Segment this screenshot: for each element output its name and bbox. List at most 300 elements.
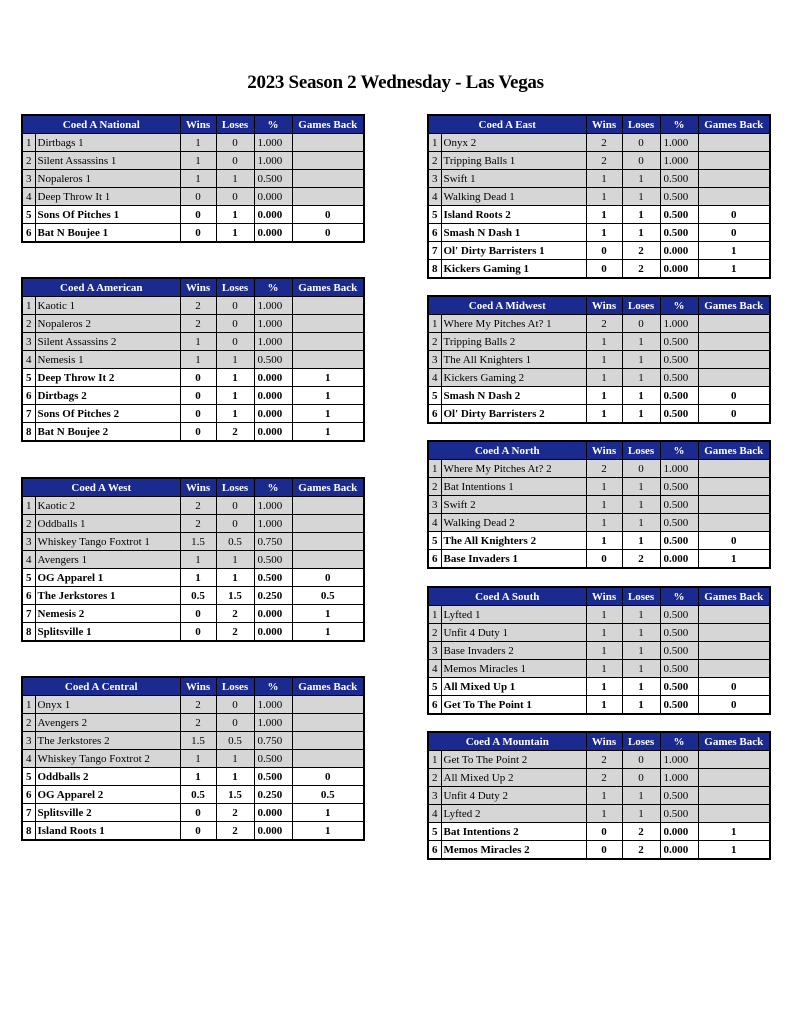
games-back-cell: 1 <box>292 804 364 822</box>
rank-cell: 1 <box>428 460 441 478</box>
rank-cell: 8 <box>22 423 35 442</box>
table-row <box>22 750 364 768</box>
team-name-cell: Dirtbags 1 <box>35 134 180 152</box>
pct-cell: 0.750 <box>254 732 292 750</box>
pct-cell: 1.000 <box>254 152 292 170</box>
team-name-cell: Swift 1 <box>441 170 586 188</box>
col-loses-header: Loses <box>216 278 254 297</box>
games-back-cell: 0 <box>698 696 770 715</box>
table-row <box>22 152 364 170</box>
table-row <box>22 206 364 224</box>
table-row <box>428 224 770 242</box>
games-back-cell: 0 <box>698 405 770 424</box>
loses-cell: 0 <box>216 696 254 714</box>
loses-cell: 1 <box>622 805 660 823</box>
pct-cell: 0.500 <box>660 369 698 387</box>
loses-cell: 1 <box>622 224 660 242</box>
team-name-cell: Island Roots 2 <box>441 206 586 224</box>
team-name-cell: Avengers 2 <box>35 714 180 732</box>
team-name-cell: Ol' Dirty Barristers 2 <box>441 405 586 424</box>
team-name-cell: Bat N Boujee 2 <box>35 423 180 442</box>
rank-cell: 4 <box>22 551 35 569</box>
table-header-row <box>22 478 364 497</box>
col-pct-header: % <box>254 478 292 497</box>
rank-cell: 1 <box>428 134 441 152</box>
loses-cell: 0 <box>622 134 660 152</box>
table-row <box>22 822 364 841</box>
table-row <box>22 351 364 369</box>
wins-cell: 1 <box>586 206 622 224</box>
col-wins-header: Wins <box>180 677 216 696</box>
pct-cell: 0.000 <box>254 423 292 442</box>
rank-cell: 3 <box>428 170 441 188</box>
wins-cell: 1 <box>586 478 622 496</box>
pct-cell: 0.500 <box>660 678 698 696</box>
pct-cell: 0.500 <box>660 696 698 715</box>
wins-cell: 1.5 <box>180 732 216 750</box>
table-row <box>22 170 364 188</box>
loses-cell: 0 <box>216 315 254 333</box>
table-row <box>22 297 364 315</box>
pct-cell: 1.000 <box>660 460 698 478</box>
team-name-cell: Memos Miracles 2 <box>441 841 586 860</box>
games-back-cell: 0 <box>698 532 770 550</box>
table-header-row <box>428 441 770 460</box>
rank-cell: 5 <box>428 823 441 841</box>
loses-cell: 2 <box>216 623 254 642</box>
col-loses-header: Loses <box>216 478 254 497</box>
wins-cell: 1 <box>586 405 622 424</box>
wins-cell: 1 <box>180 569 216 587</box>
wins-cell: 0 <box>586 260 622 279</box>
team-name-cell: OG Apparel 1 <box>35 569 180 587</box>
loses-cell: 1 <box>622 333 660 351</box>
team-name-cell: OG Apparel 2 <box>35 786 180 804</box>
col-loses-header: Loses <box>622 587 660 606</box>
wins-cell: 0 <box>180 804 216 822</box>
table-row <box>428 769 770 787</box>
team-name-cell: Tripping Balls 1 <box>441 152 586 170</box>
team-name-cell: Nopaleros 1 <box>35 170 180 188</box>
loses-cell: 2 <box>622 260 660 279</box>
rank-cell: 3 <box>22 333 35 351</box>
loses-cell: 0 <box>216 152 254 170</box>
games-back-cell <box>698 514 770 532</box>
pct-cell: 1.000 <box>660 769 698 787</box>
table-row <box>22 369 364 387</box>
games-back-cell <box>698 787 770 805</box>
wins-cell: 0 <box>180 822 216 841</box>
rank-cell: 8 <box>22 822 35 841</box>
loses-cell: 0 <box>216 515 254 533</box>
pct-cell: 0.500 <box>660 660 698 678</box>
team-name-cell: Nemesis 1 <box>35 351 180 369</box>
games-back-cell <box>292 551 364 569</box>
pct-cell: 1.000 <box>254 497 292 515</box>
team-name-cell: Smash N Dash 1 <box>441 224 586 242</box>
rank-cell: 6 <box>428 550 441 569</box>
wins-cell: 0.5 <box>180 786 216 804</box>
games-back-cell <box>698 624 770 642</box>
pct-cell: 0.500 <box>660 224 698 242</box>
division-name: Coed A East <box>428 115 586 134</box>
col-pct-header: % <box>660 732 698 751</box>
table-row <box>428 805 770 823</box>
games-back-cell: 0.5 <box>292 786 364 804</box>
wins-cell: 1 <box>586 333 622 351</box>
pct-cell: 0.000 <box>254 804 292 822</box>
rank-cell: 7 <box>22 804 35 822</box>
rank-cell: 2 <box>428 624 441 642</box>
rank-cell: 1 <box>428 751 441 769</box>
games-back-cell <box>292 750 364 768</box>
wins-cell: 0 <box>180 623 216 642</box>
team-name-cell: Swift 2 <box>441 496 586 514</box>
wins-cell: 1 <box>586 351 622 369</box>
rank-cell: 5 <box>428 387 441 405</box>
wins-cell: 2 <box>586 134 622 152</box>
table-row <box>428 606 770 624</box>
standings-table-north <box>427 440 771 569</box>
loses-cell: 1 <box>622 660 660 678</box>
team-name-cell: Sons Of Pitches 2 <box>35 405 180 423</box>
wins-cell: 2 <box>586 460 622 478</box>
team-name-cell: Kaotic 1 <box>35 297 180 315</box>
pct-cell: 1.000 <box>660 751 698 769</box>
table-row <box>428 405 770 424</box>
games-back-cell <box>698 496 770 514</box>
loses-cell: 0 <box>216 714 254 732</box>
loses-cell: 1 <box>622 405 660 424</box>
wins-cell: 1 <box>586 514 622 532</box>
col-pct-header: % <box>660 587 698 606</box>
games-back-cell <box>698 478 770 496</box>
wins-cell: 0 <box>586 242 622 260</box>
rank-cell: 4 <box>22 750 35 768</box>
table-row <box>22 569 364 587</box>
wins-cell: 2 <box>180 297 216 315</box>
wins-cell: 1 <box>586 606 622 624</box>
team-name-cell: Tripping Balls 2 <box>441 333 586 351</box>
table-row <box>428 152 770 170</box>
rank-cell: 4 <box>428 188 441 206</box>
table-row <box>22 497 364 515</box>
table-row <box>428 387 770 405</box>
games-back-cell <box>698 315 770 333</box>
loses-cell: 2 <box>216 605 254 623</box>
pct-cell: 0.500 <box>254 351 292 369</box>
pct-cell: 0.500 <box>660 532 698 550</box>
table-header-row <box>428 296 770 315</box>
games-back-cell <box>292 188 364 206</box>
team-name-cell: The Jerkstores 1 <box>35 587 180 605</box>
table-row <box>428 260 770 279</box>
wins-cell: 1 <box>586 369 622 387</box>
col-wins-header: Wins <box>586 296 622 315</box>
loses-cell: 0 <box>216 497 254 515</box>
col-loses-header: Loses <box>216 677 254 696</box>
rank-cell: 5 <box>22 569 35 587</box>
col-wins-header: Wins <box>180 278 216 297</box>
wins-cell: 0 <box>586 841 622 860</box>
table-row <box>22 732 364 750</box>
team-name-cell: Walking Dead 2 <box>441 514 586 532</box>
team-name-cell: Whiskey Tango Foxtrot 1 <box>35 533 180 551</box>
pct-cell: 0.500 <box>660 805 698 823</box>
division-name: Coed A Central <box>22 677 180 696</box>
games-back-cell <box>698 170 770 188</box>
games-back-cell: 1 <box>698 260 770 279</box>
pct-cell: 1.000 <box>254 696 292 714</box>
loses-cell: 1 <box>216 551 254 569</box>
pct-cell: 0.500 <box>660 188 698 206</box>
rank-cell: 2 <box>22 714 35 732</box>
pct-cell: 0.000 <box>660 550 698 569</box>
team-name-cell: Kickers Gaming 2 <box>441 369 586 387</box>
table-row <box>428 206 770 224</box>
wins-cell: 1 <box>180 152 216 170</box>
team-name-cell: Where My Pitches At? 1 <box>441 315 586 333</box>
games-back-cell <box>292 714 364 732</box>
wins-cell: 0.5 <box>180 587 216 605</box>
loses-cell: 1 <box>216 351 254 369</box>
pct-cell: 0.000 <box>254 405 292 423</box>
table-row <box>22 387 364 405</box>
games-back-cell: 1 <box>292 605 364 623</box>
table-row <box>428 624 770 642</box>
rank-cell: 3 <box>428 351 441 369</box>
col-wins-header: Wins <box>586 732 622 751</box>
division-name: Coed A Mountain <box>428 732 586 751</box>
table-row <box>22 423 364 442</box>
table-row <box>22 804 364 822</box>
table-row <box>428 642 770 660</box>
loses-cell: 0 <box>622 460 660 478</box>
rank-cell: 8 <box>428 260 441 279</box>
pct-cell: 0.000 <box>660 260 698 279</box>
games-back-cell <box>292 533 364 551</box>
team-name-cell: All Mixed Up 1 <box>441 678 586 696</box>
standings-table-national <box>21 114 365 243</box>
pct-cell: 1.000 <box>254 315 292 333</box>
wins-cell: 2 <box>180 714 216 732</box>
pct-cell: 1.000 <box>254 297 292 315</box>
wins-cell: 1 <box>180 333 216 351</box>
pct-cell: 0.500 <box>660 387 698 405</box>
loses-cell: 0 <box>622 751 660 769</box>
games-back-cell: 1 <box>292 387 364 405</box>
table-row <box>428 696 770 715</box>
col-loses-header: Loses <box>622 115 660 134</box>
wins-cell: 1 <box>586 532 622 550</box>
pct-cell: 0.000 <box>660 242 698 260</box>
col-games-back-header: Games Back <box>698 296 770 315</box>
col-loses-header: Loses <box>216 115 254 134</box>
table-header-row <box>22 677 364 696</box>
rank-cell: 2 <box>428 769 441 787</box>
rank-cell: 3 <box>22 732 35 750</box>
col-pct-header: % <box>254 278 292 297</box>
loses-cell: 1 <box>216 768 254 786</box>
team-name-cell: Unfit 4 Duty 2 <box>441 787 586 805</box>
games-back-cell <box>292 333 364 351</box>
pct-cell: 0.500 <box>660 351 698 369</box>
wins-cell: 2 <box>180 696 216 714</box>
rank-cell: 5 <box>22 206 35 224</box>
pct-cell: 1.000 <box>254 714 292 732</box>
wins-cell: 1 <box>586 224 622 242</box>
table-row <box>428 514 770 532</box>
table-row <box>22 623 364 642</box>
team-name-cell: Lyfted 2 <box>441 805 586 823</box>
games-back-cell <box>292 152 364 170</box>
rank-cell: 6 <box>22 224 35 243</box>
table-row <box>22 333 364 351</box>
team-name-cell: Oddballs 2 <box>35 768 180 786</box>
games-back-cell <box>292 732 364 750</box>
games-back-cell: 1 <box>292 405 364 423</box>
wins-cell: 1 <box>586 678 622 696</box>
table-row <box>22 515 364 533</box>
loses-cell: 1 <box>622 606 660 624</box>
games-back-cell: 1 <box>698 823 770 841</box>
wins-cell: 1 <box>586 496 622 514</box>
games-back-cell <box>292 696 364 714</box>
rank-cell: 3 <box>428 787 441 805</box>
wins-cell: 0 <box>180 369 216 387</box>
col-games-back-header: Games Back <box>698 441 770 460</box>
table-header-row <box>22 278 364 297</box>
team-name-cell: Splitsville 2 <box>35 804 180 822</box>
table-row <box>22 315 364 333</box>
team-name-cell: Nemesis 2 <box>35 605 180 623</box>
table-row <box>22 786 364 804</box>
table-row <box>428 787 770 805</box>
rank-cell: 5 <box>428 532 441 550</box>
pct-cell: 1.000 <box>254 333 292 351</box>
rank-cell: 6 <box>22 587 35 605</box>
rank-cell: 6 <box>428 405 441 424</box>
pct-cell: 0.500 <box>660 514 698 532</box>
table-row <box>22 696 364 714</box>
team-name-cell: Kaotic 2 <box>35 497 180 515</box>
wins-cell: 1 <box>180 750 216 768</box>
wins-cell: 0 <box>180 224 216 243</box>
rank-cell: 3 <box>428 642 441 660</box>
wins-cell: 1 <box>180 170 216 188</box>
table-row <box>22 768 364 786</box>
games-back-cell <box>698 606 770 624</box>
rank-cell: 5 <box>22 369 35 387</box>
division-name: Coed A West <box>22 478 180 497</box>
loses-cell: 1 <box>622 642 660 660</box>
loses-cell: 1 <box>622 170 660 188</box>
table-row <box>22 714 364 732</box>
col-games-back-header: Games Back <box>292 278 364 297</box>
wins-cell: 2 <box>586 769 622 787</box>
rank-cell: 5 <box>428 206 441 224</box>
loses-cell: 2 <box>622 823 660 841</box>
wins-cell: 0 <box>180 423 216 442</box>
loses-cell: 1 <box>622 496 660 514</box>
standings-table-mountain <box>427 731 771 860</box>
pct-cell: 0.500 <box>660 206 698 224</box>
team-name-cell: The All Knighters 2 <box>441 532 586 550</box>
loses-cell: 1 <box>216 170 254 188</box>
pct-cell: 0.000 <box>254 206 292 224</box>
col-games-back-header: Games Back <box>292 115 364 134</box>
games-back-cell: 1 <box>698 841 770 860</box>
loses-cell: 1 <box>216 369 254 387</box>
team-name-cell: Onyx 1 <box>35 696 180 714</box>
loses-cell: 1 <box>216 569 254 587</box>
rank-cell: 2 <box>22 515 35 533</box>
loses-cell: 1 <box>622 369 660 387</box>
col-games-back-header: Games Back <box>292 677 364 696</box>
pct-cell: 1.000 <box>660 315 698 333</box>
games-back-cell <box>292 134 364 152</box>
team-name-cell: Unfit 4 Duty 1 <box>441 624 586 642</box>
rank-cell: 2 <box>428 152 441 170</box>
loses-cell: 1 <box>622 624 660 642</box>
table-row <box>22 605 364 623</box>
games-back-cell <box>698 351 770 369</box>
team-name-cell: Whiskey Tango Foxtrot 2 <box>35 750 180 768</box>
table-row <box>428 351 770 369</box>
loses-cell: 0 <box>216 134 254 152</box>
pct-cell: 0.250 <box>254 587 292 605</box>
table-header-row <box>22 115 364 134</box>
pct-cell: 0.000 <box>254 387 292 405</box>
standings-table-midwest <box>427 295 771 424</box>
table-row <box>428 496 770 514</box>
col-games-back-header: Games Back <box>292 478 364 497</box>
table-row <box>428 823 770 841</box>
table-row <box>22 405 364 423</box>
team-name-cell: Bat Intentions 2 <box>441 823 586 841</box>
rank-cell: 3 <box>22 533 35 551</box>
table-row <box>22 188 364 206</box>
table-header-row <box>428 732 770 751</box>
team-name-cell: The All Knighters 1 <box>441 351 586 369</box>
rank-cell: 8 <box>22 623 35 642</box>
pct-cell: 0.000 <box>254 188 292 206</box>
loses-cell: 2 <box>216 822 254 841</box>
rank-cell: 6 <box>22 387 35 405</box>
team-name-cell: Smash N Dash 2 <box>441 387 586 405</box>
loses-cell: 0 <box>216 297 254 315</box>
table-row <box>22 551 364 569</box>
pct-cell: 0.500 <box>254 750 292 768</box>
table-row <box>428 660 770 678</box>
col-wins-header: Wins <box>180 478 216 497</box>
col-pct-header: % <box>660 115 698 134</box>
division-name: Coed A South <box>428 587 586 606</box>
team-name-cell: Onyx 2 <box>441 134 586 152</box>
games-back-cell <box>292 351 364 369</box>
games-back-cell <box>698 660 770 678</box>
pct-cell: 0.500 <box>660 624 698 642</box>
team-name-cell: Oddballs 1 <box>35 515 180 533</box>
team-name-cell: Kickers Gaming 1 <box>441 260 586 279</box>
col-wins-header: Wins <box>586 441 622 460</box>
wins-cell: 1 <box>586 660 622 678</box>
col-loses-header: Loses <box>622 296 660 315</box>
table-row <box>428 841 770 860</box>
table-header-row <box>428 587 770 606</box>
wins-cell: 0 <box>586 550 622 569</box>
games-back-cell <box>698 769 770 787</box>
